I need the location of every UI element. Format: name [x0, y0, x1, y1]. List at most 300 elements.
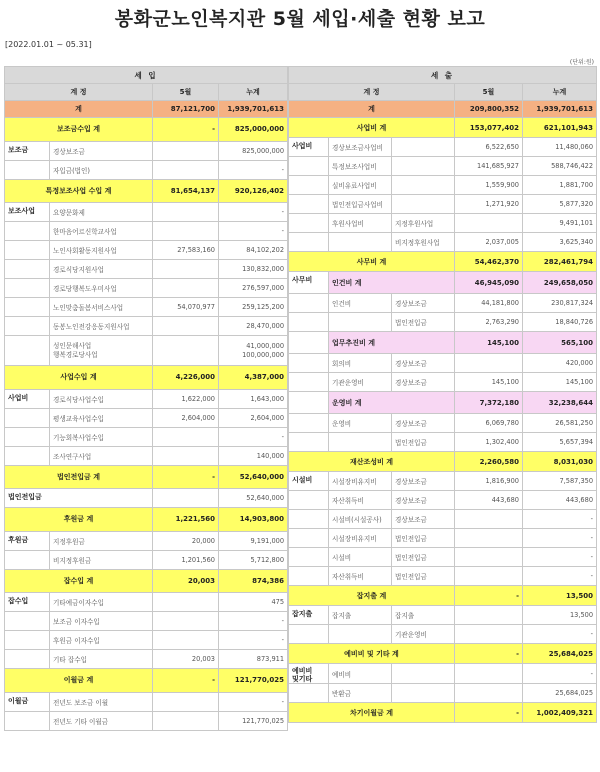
item-name	[329, 313, 392, 332]
item-month: 2,037,005	[455, 233, 523, 252]
table-row	[5, 141, 288, 160]
item-cumulative: 873,911	[219, 650, 288, 669]
table-row	[5, 593, 288, 612]
item-funding-source: 법인전입금	[392, 433, 455, 452]
category-label: 사무비	[289, 272, 329, 294]
subtotal-cumulative: 1,002,409,321	[523, 703, 597, 723]
item-cumulative: 420,000	[523, 354, 597, 373]
item-name	[329, 233, 392, 252]
item-month: 6,069,780	[455, 414, 523, 433]
item-month: 1,302,400	[455, 433, 523, 452]
table-row	[289, 529, 597, 548]
category-label	[5, 298, 50, 317]
item-month: 1,622,000	[153, 389, 219, 408]
item-cumulative: -	[219, 222, 288, 241]
item-cumulative: -	[219, 631, 288, 650]
table-row	[5, 101, 288, 118]
subtotal-cumulative: 621,101,943	[523, 118, 597, 138]
table-row	[289, 84, 597, 101]
table-row	[289, 433, 597, 452]
item-month	[153, 160, 219, 179]
subtotal-label: 사무비 계	[289, 252, 455, 272]
item-funding-source: 법인전입금	[392, 548, 455, 567]
item-cumulative: 9,491,101	[523, 214, 597, 233]
item-name: 후원금 이자수입	[50, 631, 153, 650]
item-month	[455, 606, 523, 625]
item-funding-source: 비지정후원사업	[392, 233, 455, 252]
subtotal-cumulative: 121,770,025	[219, 669, 288, 693]
subtotal-label: 특정보조사업 수입 계	[5, 179, 153, 203]
table-row	[5, 179, 288, 203]
subtotal-label: 이월금 계	[5, 669, 153, 693]
item-name: 운영비	[329, 414, 392, 433]
category-label	[289, 294, 329, 313]
item-cumulative: 28,470,000	[219, 317, 288, 336]
total-cumulative: 1,939,701,613	[219, 101, 288, 118]
category-label	[289, 332, 329, 354]
category-label	[289, 684, 329, 703]
item-cumulative: 140,000	[219, 446, 288, 465]
table-row	[289, 392, 597, 414]
category-label: 사업비	[5, 389, 50, 408]
table-row	[5, 298, 288, 317]
item-funding-source: 법인전입금	[392, 567, 455, 586]
item-cumulative: -	[523, 664, 597, 684]
item-cumulative: 13,500	[523, 606, 597, 625]
item-month	[455, 684, 523, 703]
item-funding-source: 법인전입금	[392, 313, 455, 332]
table-row	[5, 84, 288, 101]
subtotal-cumulative: 874,386	[219, 569, 288, 593]
subtotal-month: 54,462,370	[455, 252, 523, 272]
item-cumulative: 18,840,726	[523, 313, 597, 332]
subtotal-month: 153,077,402	[455, 118, 523, 138]
category-label: 예비비 및기타	[289, 664, 329, 684]
table-row	[289, 414, 597, 433]
table-row	[289, 644, 597, 664]
table-row	[289, 606, 597, 625]
item-name: 기타예금이자수입	[50, 593, 153, 612]
table-row	[5, 569, 288, 593]
item-month: 20,000	[153, 531, 219, 550]
table-row	[5, 366, 288, 390]
table-row	[5, 160, 288, 179]
category-label	[289, 313, 329, 332]
subtotal-cumulative: 282,461,794	[523, 252, 597, 272]
category-label: 이월금	[5, 692, 50, 711]
item-name: 조사연구사업	[50, 446, 153, 465]
item-name: 노인사회활동지원사업	[50, 241, 153, 260]
item-name: 반환금	[329, 684, 392, 703]
item-cumulative: -	[219, 427, 288, 446]
table-row	[5, 508, 288, 532]
category-label	[5, 446, 50, 465]
category-label	[289, 373, 329, 392]
subtotal-cumulative: 25,684,025	[523, 644, 597, 664]
subtotal-cumulative: 4,387,000	[219, 366, 288, 390]
category-label	[5, 408, 50, 427]
table-row	[5, 222, 288, 241]
item-cumulative: 100,000,000	[242, 350, 285, 359]
table-row	[289, 176, 597, 195]
table-row	[5, 550, 288, 569]
item-cumulative: -	[523, 529, 597, 548]
table-row	[289, 510, 597, 529]
subtotal-label: 사업비 계	[289, 118, 455, 138]
category-label	[289, 567, 329, 586]
item-cumulative: 276,597,000	[219, 279, 288, 298]
item-funding-source: 지정후원사업	[392, 214, 455, 233]
item-funding-source: 경상보조금	[392, 373, 455, 392]
category-label	[5, 241, 50, 260]
item-funding-source: 경상보조금	[392, 510, 455, 529]
item-funding-source	[392, 157, 455, 176]
subtotal-month: 1,221,560	[153, 508, 219, 532]
col-header-month: 5월	[455, 84, 523, 101]
category-label	[5, 260, 50, 279]
item-name: 요양문화제	[50, 203, 153, 222]
item-month: 20,003	[153, 650, 219, 669]
category-label	[289, 195, 329, 214]
table-row	[289, 272, 597, 294]
category-label	[289, 233, 329, 252]
item-cumulative: 475	[219, 593, 288, 612]
item-cumulative: 230,817,324	[523, 294, 597, 313]
item-month	[153, 317, 219, 336]
subtotal-month: -	[455, 703, 523, 723]
group-subtotal-month: 46,945,090	[455, 272, 523, 294]
group-subtotal-month: 7,372,180	[455, 392, 523, 414]
subtotal-label: 잡수입 계	[5, 569, 153, 593]
item-month: 2,604,000	[153, 408, 219, 427]
subtotal-label: 사업수입 계	[5, 366, 153, 390]
item-cumulative: 3,625,340	[523, 233, 597, 252]
item-month: 141,685,927	[455, 157, 523, 176]
item-name: 시설비	[329, 548, 392, 567]
item-cumulative: 25,684,025	[523, 684, 597, 703]
item-funding-source: 잡지출	[392, 606, 455, 625]
category-label	[289, 510, 329, 529]
item-month	[153, 279, 219, 298]
item-funding-source: 경상보조금	[392, 414, 455, 433]
item-funding-source: 경상보조금	[392, 294, 455, 313]
category-label	[5, 427, 50, 446]
item-cumulative: 52,640,000	[219, 489, 288, 508]
item-funding-source	[392, 684, 455, 703]
item-name: 자입금(법인)	[50, 160, 153, 179]
item-month: 145,100	[455, 373, 523, 392]
subtotal-label: 후원금 계	[5, 508, 153, 532]
item-month	[455, 625, 523, 644]
table-row	[289, 625, 597, 644]
item-cumulative: 825,000,000	[219, 141, 288, 160]
item-name: 경로식당지원사업	[50, 260, 153, 279]
subtotal-cumulative: 14,903,800	[219, 508, 288, 532]
group-subtotal-cumulative: 565,100	[523, 332, 597, 354]
item-name: 회의비	[329, 354, 392, 373]
table-row	[5, 446, 288, 465]
table-row	[5, 408, 288, 427]
item-month	[153, 260, 219, 279]
category-label	[5, 222, 50, 241]
item-month: 2,763,290	[455, 313, 523, 332]
item-month: 1,271,920	[455, 195, 523, 214]
expenditure-table	[288, 66, 597, 723]
item-name: 경로식당사업수입	[50, 389, 153, 408]
category-label	[5, 631, 50, 650]
table-row	[5, 118, 288, 142]
item-month	[153, 612, 219, 631]
item-cumulative: 1,881,700	[523, 176, 597, 195]
item-month	[153, 141, 219, 160]
item-cumulative: -	[523, 625, 597, 644]
item-name: 자산취득비	[329, 491, 392, 510]
subtotal-label: 보조금수입 계	[5, 118, 153, 142]
item-name: 시설장비유지비	[329, 472, 392, 491]
subtotal-month: 81,654,137	[153, 179, 219, 203]
item-month	[153, 446, 219, 465]
item-month	[153, 692, 219, 711]
item-name: 시설장비유지비	[329, 529, 392, 548]
category-label	[5, 336, 50, 366]
category-label	[5, 550, 50, 569]
table-row	[289, 491, 597, 510]
item-name: 노인맞춤돌봄서비스사업	[50, 298, 153, 317]
subtotal-month: 2,260,580	[455, 452, 523, 472]
group-subtotal-label: 업무추진비 계	[329, 332, 455, 354]
table-row	[289, 703, 597, 723]
category-label: 사업비	[289, 138, 329, 157]
item-name: 후원사업비	[329, 214, 392, 233]
total-month: 87,121,700	[153, 101, 219, 118]
table-row	[5, 692, 288, 711]
subtotal-label: 잡지출 계	[289, 586, 455, 606]
subtotal-label: 법인전입금 계	[5, 465, 153, 489]
item-month	[153, 593, 219, 612]
item-month: 6,522,650	[455, 138, 523, 157]
item-name: 전년도 기타 이월금	[50, 711, 153, 730]
item-name: 실비유료사업비	[329, 176, 392, 195]
item-cumulative: -	[219, 692, 288, 711]
category-label: 잡지출	[289, 606, 329, 625]
item-month	[153, 711, 219, 730]
item-cumulative-pair	[219, 336, 288, 366]
table-row	[289, 664, 597, 684]
item-month	[455, 529, 523, 548]
category-label: 보조금	[5, 141, 50, 160]
item-month: 54,070,977	[153, 298, 219, 317]
item-name: 지정후원금	[50, 531, 153, 550]
subtotal-label: 재산조성비 계	[289, 452, 455, 472]
item-month	[153, 222, 219, 241]
category-label	[289, 433, 329, 452]
subtotal-month: -	[153, 118, 219, 142]
table-row	[289, 101, 597, 118]
item-cumulative: -	[219, 160, 288, 179]
item-month	[455, 510, 523, 529]
table-row	[289, 294, 597, 313]
table-row	[289, 684, 597, 703]
category-label	[5, 650, 50, 669]
category-label	[289, 157, 329, 176]
group-subtotal-label: 인건비 계	[329, 272, 455, 294]
item-name: 동봉노인전강응동지원사업	[50, 317, 153, 336]
item-funding-source	[392, 138, 455, 157]
subtotal-month: -	[455, 644, 523, 664]
subtotal-month: 4,226,000	[153, 366, 219, 390]
item-name	[329, 433, 392, 452]
table-row	[289, 118, 597, 138]
item-month: 1,559,900	[455, 176, 523, 195]
table-row	[5, 260, 288, 279]
item-name: 특정보조사업비	[329, 157, 392, 176]
table-row	[5, 241, 288, 260]
item-cumulative: 130,832,000	[219, 260, 288, 279]
item-month: 27,583,160	[153, 241, 219, 260]
item-cumulative: 443,680	[523, 491, 597, 510]
item-name: 전년도 보조금 이월	[50, 692, 153, 711]
table-row	[289, 567, 597, 586]
category-label: 잡수입	[5, 593, 50, 612]
item-cumulative: -	[219, 203, 288, 222]
item-month	[455, 664, 523, 684]
group-subtotal-cumulative: 249,658,050	[523, 272, 597, 294]
item-cumulative: -	[523, 510, 597, 529]
item-funding-source: 법인전입금	[392, 529, 455, 548]
table-row	[289, 138, 597, 157]
total-month: 209,800,352	[455, 101, 523, 118]
table-row	[5, 465, 288, 489]
item-name	[329, 625, 392, 644]
table-row	[5, 531, 288, 550]
item-month: 44,181,800	[455, 294, 523, 313]
category-label	[289, 392, 329, 414]
group-subtotal-label: 운영비 계	[329, 392, 455, 414]
category-label	[5, 279, 50, 298]
category-label	[289, 414, 329, 433]
item-name: 행복경로당사업	[53, 350, 98, 359]
table-row	[5, 650, 288, 669]
item-cumulative: 9,191,000	[219, 531, 288, 550]
col-header-cumulative: 누계	[219, 84, 288, 101]
item-name: 한마음어르신학교사업	[50, 222, 153, 241]
category-label: 보조사업	[5, 203, 50, 222]
item-cumulative: 84,102,202	[219, 241, 288, 260]
item-name: 보조금 이자수입	[50, 612, 153, 631]
total-label: 계	[289, 101, 455, 118]
category-label	[5, 711, 50, 730]
group-subtotal-cumulative: 32,238,644	[523, 392, 597, 414]
item-month	[455, 354, 523, 373]
table-row	[289, 373, 597, 392]
item-funding-source: 기관운영비	[392, 625, 455, 644]
item-cumulative: 26,581,250	[523, 414, 597, 433]
item-month	[455, 567, 523, 586]
item-funding-source: 경상보조금	[392, 491, 455, 510]
item-month: 1,816,900	[455, 472, 523, 491]
table-row	[5, 711, 288, 730]
item-cumulative: 1,643,000	[219, 389, 288, 408]
item-name: 인건비	[329, 294, 392, 313]
category-label	[289, 491, 329, 510]
subtotal-month: -	[153, 465, 219, 489]
item-funding-source: 경상보조금	[392, 354, 455, 373]
revenue-table	[4, 66, 288, 731]
item-month	[153, 427, 219, 446]
subtotal-cumulative: 52,640,000	[219, 465, 288, 489]
table-row	[289, 157, 597, 176]
category-label	[289, 548, 329, 567]
item-cumulative: 5,657,394	[523, 433, 597, 452]
category-label	[5, 612, 50, 631]
item-month	[153, 489, 219, 508]
item-name: 경상보조금사업비	[329, 138, 392, 157]
table-row	[289, 586, 597, 606]
table-row	[289, 452, 597, 472]
table-row	[289, 354, 597, 373]
section-header: 세 출	[289, 67, 597, 84]
item-name: 예비비	[329, 664, 392, 684]
item-name: 법인전입금사업비	[329, 195, 392, 214]
table-row	[5, 336, 288, 366]
subtotal-month: 20,003	[153, 569, 219, 593]
item-cumulative: 2,604,000	[219, 408, 288, 427]
item-cumulative: 145,100	[523, 373, 597, 392]
table-row	[289, 313, 597, 332]
item-funding-source: 경상보조금	[392, 472, 455, 491]
item-cumulative: 5,877,320	[523, 195, 597, 214]
table-row	[289, 548, 597, 567]
category-label	[5, 160, 50, 179]
page-title: 봉화군노인복지관 5월 세입·세출 현황 보고	[114, 8, 486, 30]
item-month	[455, 214, 523, 233]
item-month	[153, 203, 219, 222]
item-name-pair	[50, 336, 153, 366]
unit-label: (단위:원)	[569, 59, 594, 66]
item-cumulative: -	[523, 567, 597, 586]
item-month: 1,201,560	[153, 550, 219, 569]
item-name: 기관운영비	[329, 373, 392, 392]
item-cumulative: 41,000,000	[246, 341, 285, 350]
table-row	[289, 195, 597, 214]
subtotal-cumulative: 920,126,402	[219, 179, 288, 203]
subtotal-label: 차기이월금 계	[289, 703, 455, 723]
category-label: 법인전입금	[5, 489, 153, 508]
item-cumulative: 259,125,200	[219, 298, 288, 317]
table-row	[289, 472, 597, 491]
item-month	[153, 336, 219, 366]
table-row	[5, 427, 288, 446]
item-name: 자산취득비	[329, 567, 392, 586]
col-header-account: 계 정	[289, 84, 455, 101]
table-row	[5, 389, 288, 408]
item-name: 비지정후원금	[50, 550, 153, 569]
table-row	[289, 214, 597, 233]
subtotal-cumulative: 13,500	[523, 586, 597, 606]
item-cumulative: 588,746,422	[523, 157, 597, 176]
category-label: 시설비	[289, 472, 329, 491]
table-row	[5, 203, 288, 222]
col-header-cumulative: 누계	[523, 84, 597, 101]
item-cumulative: 5,712,800	[219, 550, 288, 569]
item-name: 기능회복사업수입	[50, 427, 153, 446]
table-row	[289, 332, 597, 354]
item-name: 기타 잡수입	[50, 650, 153, 669]
item-month	[455, 548, 523, 567]
table-row	[289, 67, 597, 84]
table-row	[289, 252, 597, 272]
col-header-account: 계 정	[5, 84, 153, 101]
